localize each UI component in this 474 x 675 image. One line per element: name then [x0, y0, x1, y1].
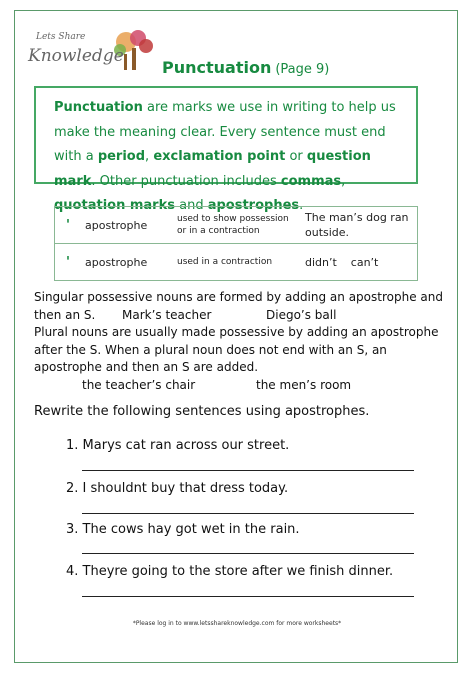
table-row	[55, 244, 418, 281]
intro-exclamation: exclamation point	[153, 149, 286, 164]
intro-or: or	[285, 149, 307, 164]
intro-apostrophes: apostrophes	[207, 198, 300, 213]
page-title	[162, 58, 329, 77]
example-row	[34, 307, 434, 325]
example-cell: didn’t can’t	[301, 244, 418, 281]
question-3: 3. The cows hay got wet in the rain.	[66, 522, 300, 537]
logo-line1: Lets Share	[36, 32, 86, 42]
example-singular-1: Mark’s teacher	[122, 307, 212, 322]
answer-line-3[interactable]	[82, 553, 414, 554]
use-cell: used to show possession or in a contraction	[173, 207, 301, 244]
name-cell: apostrophe	[81, 207, 173, 244]
example-plural-2: the men’s room	[256, 377, 352, 392]
question-1: 1. Marys cat ran across our street.	[66, 438, 290, 453]
example-cell: The man’s dog ran outside.	[301, 207, 418, 244]
explanation-line: apostrophe and then an S are added.	[34, 360, 259, 374]
example-row	[34, 377, 434, 395]
title-text: Punctuation	[162, 58, 272, 77]
rules-table	[54, 206, 418, 281]
example-singular-2: Diego’s ball	[266, 307, 337, 322]
answer-line-2[interactable]	[82, 513, 414, 514]
footer-note: *Please log in to www.letsshareknowledge.com for more worksheets*	[132, 620, 342, 627]
intro-text1: are marks we use in writing to help us make the meaning clear. Every sentence must end with a	[54, 100, 396, 164]
intro-question: question mark	[54, 149, 371, 189]
intro-text2: . Other punctuation includes	[91, 173, 281, 189]
intro-commas: commas	[280, 173, 342, 189]
task-instruction: Rewrite the following sentences using apostrophes.	[34, 404, 370, 419]
explanation-line: then an S.	[34, 307, 96, 322]
answer-line-1[interactable]	[82, 470, 414, 471]
name-cell: apostrophe	[81, 244, 173, 281]
intro-end: .	[299, 198, 304, 213]
page-number: (Page 9)	[275, 62, 330, 77]
table-row	[55, 207, 418, 244]
intro-comma2: ,	[341, 173, 346, 189]
intro-term: Punctuation	[54, 100, 143, 115]
explanation	[34, 289, 443, 394]
intro-quotation: quotation marks	[54, 198, 175, 213]
logo	[26, 28, 156, 78]
example-plural-1: the teacher’s chair	[82, 377, 196, 392]
explanation-line: Plural nouns are usually made possessive by adding an apostrophe	[34, 325, 439, 339]
intro-box	[34, 86, 418, 213]
symbol-cell: '	[55, 244, 82, 281]
use-cell: used in a contraction	[173, 244, 301, 281]
intro-period: period	[97, 149, 146, 164]
logo-line2: Knowledge	[28, 46, 124, 66]
question-4: 4. Theyre going to the store after we finish dinner.	[66, 564, 394, 579]
symbol-cell: '	[55, 207, 82, 244]
explanation-line: Singular possessive nouns are formed by adding an apostrophe and	[34, 290, 443, 304]
explanation-line: after the S. When a plural noun does not end with an S, an	[34, 342, 387, 357]
intro-and: and	[174, 198, 208, 213]
answer-line-4[interactable]	[82, 596, 414, 597]
intro-comma1: ,	[145, 149, 150, 164]
question-2: 2. I shouldnt buy that dress today.	[66, 481, 289, 496]
